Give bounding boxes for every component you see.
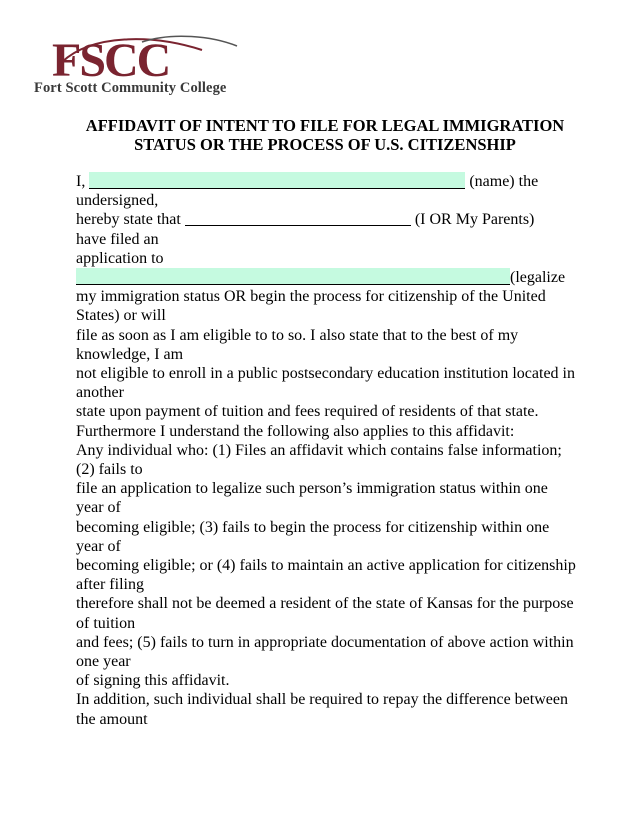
- college-logo: [34, 32, 234, 102]
- body-line: becoming eligible; (3) fails to begin the process for citizenship within one year of: [76, 518, 550, 555]
- college-name: Fort Scott Community College: [34, 80, 227, 96]
- body-line: and fees; (5) fails to turn in appropriate documentation of above action within one year: [76, 633, 574, 671]
- body-line: have filed an: [76, 230, 159, 248]
- i-or-parents-blank[interactable]: [185, 211, 411, 226]
- body-line: state upon payment of tuition and fees required of residents of that state.: [76, 403, 539, 421]
- body-line: hereby state that: [76, 211, 181, 229]
- logo-letters: FSCC: [52, 34, 170, 82]
- body-line: In addition, such individual shall be required to repay the difference between the amount: [76, 691, 568, 728]
- name-suffix: (name) the: [469, 173, 539, 190]
- fscc-logo-icon: [52, 32, 242, 82]
- body-line: file as soon as I am eligible to to so. I also state that to the best of my knowledge, I am: [76, 326, 519, 363]
- body-line: not eligible to enroll in a public postsecondary education institution located in another: [76, 365, 575, 402]
- body-line: (I OR My Parents): [414, 211, 535, 229]
- title-line-1: AFFIDAVIT OF INTENT TO FILE FOR LEGAL IMMIGRATION: [85, 116, 565, 135]
- title-line-2: STATUS OR THE PROCESS OF U.S. CITIZENSHIP: [134, 135, 516, 154]
- body-line: of signing this affidavit.: [76, 672, 230, 690]
- body-line: therefore shall not be deemed a resident of the state of Kansas for the purpose of tuition: [76, 595, 574, 632]
- body-line: becoming eligible; or (4) fails to maintain an active application for citizenship after filing: [76, 557, 576, 594]
- application-input-field[interactable]: [76, 268, 510, 285]
- body-line: my immigration status OR begin the process for citizenship of the United States) or will: [76, 288, 546, 325]
- document-title: [60, 116, 590, 154]
- body-line: Furthermore I understand the following also applies to this affidavit:: [76, 422, 515, 440]
- body-line: file an application to legalize such person’s immigration status within one year of: [76, 480, 548, 517]
- name-line: [76, 172, 576, 191]
- body-line: undersigned,: [76, 192, 159, 210]
- body-line: application to: [76, 249, 164, 267]
- body-line: (legalize: [510, 269, 566, 287]
- name-prefix: I,: [76, 173, 86, 190]
- parents-line: [76, 210, 576, 229]
- body-line: Any individual who: (1) Files an affidavit which contains false information; (2) fails to: [76, 441, 562, 479]
- name-input-field[interactable]: [89, 172, 465, 189]
- affidavit-body: [76, 172, 576, 729]
- application-line: [76, 268, 576, 287]
